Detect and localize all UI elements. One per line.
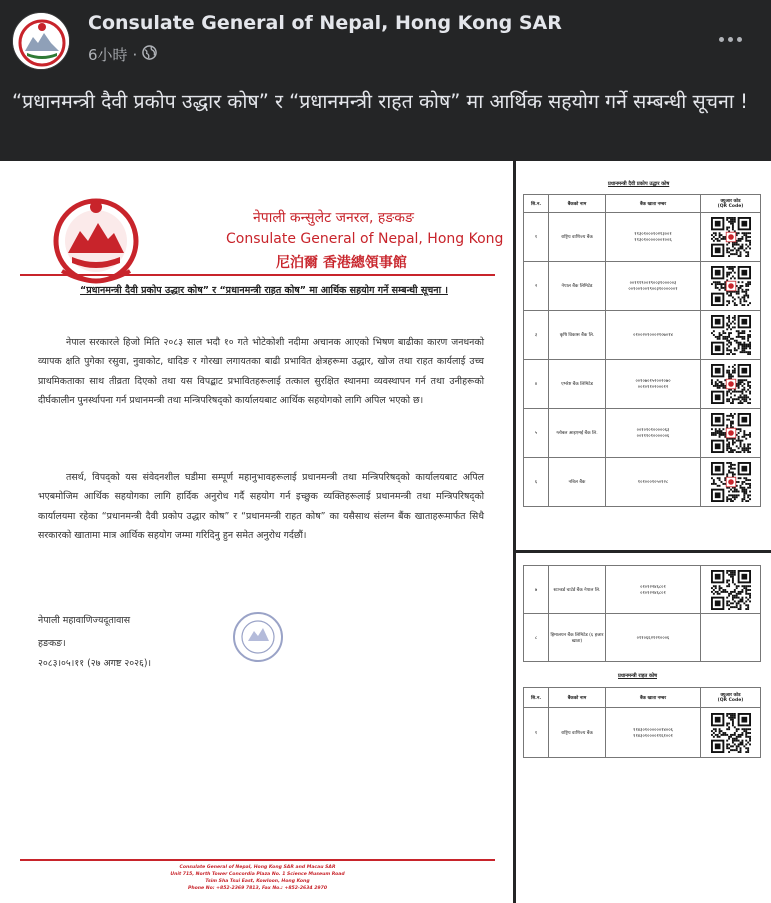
row-bank-name: हिमालयन बैंक लिमिटेड (६ हजार खाता)	[549, 614, 606, 662]
table-row	[524, 409, 761, 458]
row-account-numbers	[606, 458, 701, 507]
letter-paragraph-2: तसर्थ, विपद्को यस संवेदनशील घडीमा सम्पूर्ण महानुभावहरूलाई प्रधानमन्त्री तथा मन्त्रिपरिषद्को कार्यालयबाट अपिल भएबमोजिम आर्थिक सहयोगका लागि हार्दिक अनुरोध गर्दै सहयोग गर्न इच्छुक व्यक्तिहरूलाई प्रधानमन्त्री तथा मन्त्रिपरिषद्को कार्यालयमा रहेका “प्रधानमन्त्री दैवी प्रकोप उद्धार कोष” र “प्रधानमन्त्री राहत कोष” का यसैसाथ संलग्न बैंक खाताहरूमार्फत सिधै सरकारको खातामा मात्र आर्थिक सहयोग जम्मा गरिदिनु हुन समेत अनुरोध गर्दछौं।	[38, 472, 484, 542]
account-number: ००१००१००१९००३१००००००१	[628, 287, 678, 292]
row-qr-code	[701, 213, 761, 262]
letterhead-nepali: नेपाली कन्सुलेट जनरल, हङकङ	[253, 210, 414, 226]
row-bank-name: नबिल बैंक	[549, 458, 606, 507]
post-header	[0, 0, 771, 75]
account-number: ०१००२०१०००२१०७०१४	[633, 333, 673, 338]
account-number: ००१०११०२०००१२	[637, 385, 669, 390]
page-name-link[interactable]: Consulate General of Nepal, Hong Kong SAR	[88, 12, 562, 34]
letter-paragraph-1: नेपाल सरकारले हिजो मिति २०८३ साल भदौ १० गते भोटेकोशी नदीमा अचानक आएको भिषण बाढीका कारण जनधनको व्यापक क्षति पुगेका रसुवा, नुवाकोट, धादिङ र गोरखा लगायतका बाढी प्रभावित क्षेत्रहरूमा उद्धार, खोज तथा राहत कार्यलाई उच्च प्राथमिकताका साथ तीव्रता दिएको तथा यस विपद्बाट प्रभावितहरूलाई तत्काल सुरक्षित स्थानमा व्यवस्थापन गर्न तथा उनीहरूको दीर्घकालीन पुनर्स्थापना गर्न प्रधानमन्त्री तथा मन्त्रिपरिषद्को कार्यालयबाट आर्थिक सहयोगको लागि अपिल भएको छ।	[38, 337, 484, 407]
table-row	[524, 262, 761, 311]
table3-title: प्रधानमन्त्री राहत कोष	[618, 673, 658, 679]
account-number: ००१०१०१०००००६३	[636, 428, 670, 433]
row-account-numbers	[606, 213, 701, 262]
letter-subject: “प्रधानमन्त्री दैवी प्रकोप उद्धार कोष” र “प्रधानमन्त्री राहत कोष” मा आर्थिक सहयोग गर्ने सम्बन्धी सूचना ।	[80, 285, 448, 296]
more-options-button[interactable]	[712, 24, 748, 54]
bank-account-table-2	[523, 565, 761, 662]
table1-title: प्रधानमन्त्री दैवी प्रकोप उद्धार कोष	[608, 181, 670, 187]
row-account-numbers	[606, 614, 701, 662]
qr-code-icon	[711, 364, 751, 404]
qr-code-icon	[711, 413, 751, 453]
row-account-numbers	[606, 360, 701, 409]
account-number: ०१०१२२४६८०१	[640, 590, 666, 596]
row-qr-code	[701, 614, 761, 662]
row-account-numbers	[606, 566, 701, 614]
row-qr-code	[701, 566, 761, 614]
header-sn: सि.न.	[524, 688, 549, 708]
table-row	[524, 213, 761, 262]
row-account-numbers	[606, 409, 701, 458]
row-sn: ५	[524, 409, 549, 458]
account-number: ००१११९००१९००३१०००००३	[629, 281, 677, 286]
row-qr-code	[701, 458, 761, 507]
table-row	[524, 708, 761, 758]
nepal-emblem-icon	[52, 191, 140, 291]
qr-code-icon	[711, 315, 751, 355]
page-avatar[interactable]	[12, 12, 70, 70]
row-bank-name: ग्लोबल आइएमई बैंक लि.	[549, 409, 606, 458]
header-qr-code: क्युआर कोड (QR Code)	[701, 195, 761, 213]
header-bank-name: बैंकको नाम	[549, 195, 606, 213]
table-row	[524, 360, 761, 409]
header-qr-code: क्युआर कोड (QR Code)	[701, 688, 761, 708]
globe-icon	[142, 45, 157, 64]
post-image-letter[interactable]	[0, 161, 513, 903]
account-number: ०१०१२२४६८०१	[640, 584, 666, 590]
header-account-number: बैंक खाता नम्बर	[606, 688, 701, 708]
signature-line-1: नेपाली महावाणिज्यदूतावास	[38, 615, 131, 626]
letterhead-english: Consulate General of Nepal, Hong Kong	[226, 231, 504, 247]
row-sn: ८	[524, 614, 549, 662]
header-bank-name: बैंकको नाम	[549, 688, 606, 708]
row-sn: ३	[524, 311, 549, 360]
account-number: १०१०००१०५०१२८	[637, 480, 669, 485]
header-account-number: बैंक खाता नम्बर	[606, 195, 701, 213]
row-sn: ४	[524, 360, 549, 409]
qr-code-icon	[711, 713, 751, 753]
row-sn: १	[524, 213, 549, 262]
row-qr-code	[701, 311, 761, 360]
row-bank-name: नेपाल बैंक लिमिटेड	[549, 262, 606, 311]
row-qr-code	[701, 708, 761, 758]
qr-code-icon	[711, 217, 751, 257]
more-icon	[719, 37, 724, 42]
bank-account-table-1	[523, 194, 761, 507]
post-image-bank-table-1[interactable]	[516, 161, 771, 550]
row-sn: १	[524, 708, 549, 758]
row-sn: २	[524, 262, 549, 311]
row-account-numbers	[606, 262, 701, 311]
account-number: ११४३०१००००११६१००१	[633, 733, 673, 739]
footer-divider	[20, 859, 495, 861]
row-account-numbers	[606, 311, 701, 360]
letter-footer: Consulate General of Nepal, Hong Kong SAR and Macau SAR Unit 715, North Tower Concordia Plaza No. 1 Science Museum Road Tsim Sha Tsui East, Kowloon, Hong Kong Phone No: +852-2369 7813, Fax No.: +852-2634 2970	[170, 865, 345, 891]
account-number: ११४३०१००००००१४००६	[633, 727, 673, 733]
post-image-bank-table-2[interactable]	[516, 553, 771, 903]
post-meta	[88, 44, 157, 65]
row-sn: ७	[524, 566, 549, 614]
row-sn: ६	[524, 458, 549, 507]
table-row	[524, 566, 761, 614]
letterhead-chinese: 尼泊爾 香港總領事館	[276, 255, 407, 271]
letterhead-divider	[20, 274, 495, 276]
table-row	[524, 614, 761, 662]
account-number: ००१०७०१५२००२०७०	[635, 379, 671, 384]
row-bank-name: राष्ट्रिय वाणिज्य बैंक	[549, 708, 606, 758]
row-bank-name: कृषि विकास बैंक लि.	[549, 311, 606, 360]
qr-code-icon	[711, 570, 751, 610]
header-sn: सि.न.	[524, 195, 549, 213]
row-qr-code	[701, 262, 761, 311]
account-number: ११३०१०००१०२१३००१	[634, 232, 672, 237]
row-bank-name: स्टान्डर्ड चार्टर्ड बैंक नेपाल लि.	[549, 566, 606, 614]
account-number: ११३०१०००००००१००६	[634, 238, 672, 243]
row-qr-code	[701, 360, 761, 409]
post-timestamp[interactable]: 6小時	[88, 46, 128, 64]
row-bank-name: राष्ट्रिय वाणिज्य बैंक	[549, 213, 606, 262]
meta-separator: ·	[132, 45, 138, 64]
table-row	[524, 311, 761, 360]
qr-code-icon	[711, 462, 751, 502]
row-bank-name: एभरेष्ट बैंक लिमिटेड	[549, 360, 606, 409]
row-qr-code	[701, 409, 761, 458]
row-account-numbers	[606, 708, 701, 758]
signature-line-2: हङकङ।	[38, 638, 66, 649]
qr-code-icon	[711, 266, 751, 306]
account-number: ००१११०१००००००६	[636, 434, 670, 439]
bank-account-table-3	[523, 687, 761, 758]
account-number: ०११०६६२१२१०००६	[636, 635, 670, 641]
official-stamp-icon	[230, 609, 286, 665]
table-row	[524, 458, 761, 507]
signature-date: २०८३।०५।११ (२७ अगष्ट २०२६)।	[38, 658, 152, 669]
post-caption: “प्रधानमन्त्री दैवी प्रकोप उद्धार कोष” र “प्रधानमन्त्री राहत कोष” मा आर्थिक सहयोग गर्ने सम्बन्धी सूचना !	[12, 90, 748, 113]
